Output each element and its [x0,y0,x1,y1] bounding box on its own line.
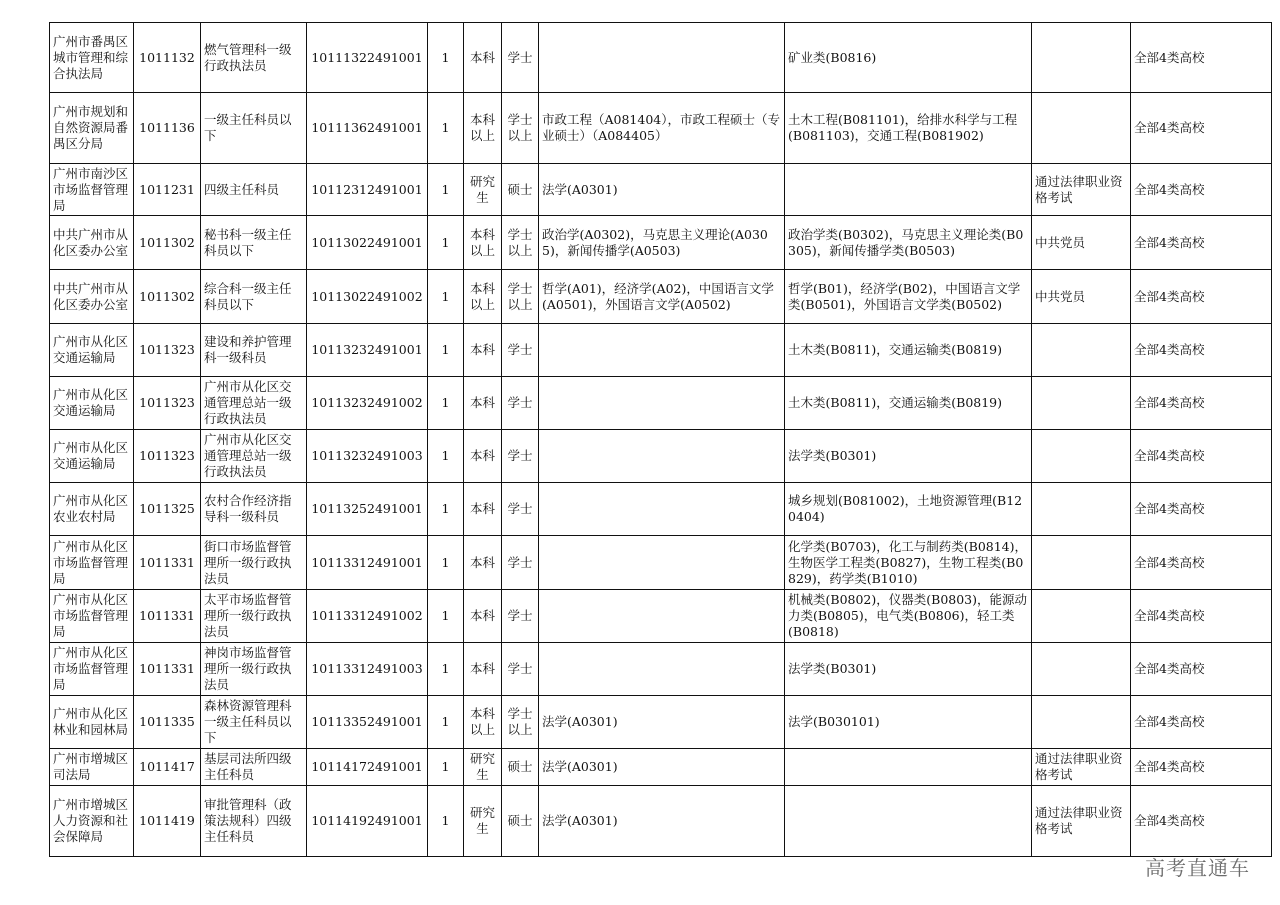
cell-undergraduate-major: 法学(B030101) [785,696,1032,749]
table-row [50,483,1272,536]
cell-education: 本科 [464,483,502,536]
cell-department: 中共广州市从化区委办公室 [50,270,134,324]
cell-postgraduate-major: 法学(A0301) [539,696,785,749]
cell-undergraduate-major: 土木类(B0811)，交通运输类(B0819) [785,377,1032,430]
cell-undergraduate-major [785,749,1032,786]
cell-postgraduate-major [539,643,785,696]
cell-unit-code: 1011136 [134,93,201,164]
cell-school-scope: 全部4类高校 [1131,377,1272,430]
table-row [50,93,1272,164]
cell-undergraduate-major: 政治学类(B0302)，马克思主义理论类(B0305)，新闻传播学类(B0503) [785,216,1032,270]
cell-position-name: 神岗市场监督管理所一级行政执法员 [201,643,307,696]
cell-unit-code: 1011335 [134,696,201,749]
cell-undergraduate-major: 矿业类(B0816) [785,23,1032,93]
cell-undergraduate-major [785,786,1032,857]
cell-position-code: 10111362491001 [307,93,428,164]
cell-position-name: 广州市从化区交通管理总站一级行政执法员 [201,430,307,483]
cell-undergraduate-major: 城乡规划(B081002)，土地资源管理(B120404) [785,483,1032,536]
cell-department: 广州市从化区交通运输局 [50,430,134,483]
cell-unit-code: 1011417 [134,749,201,786]
cell-other-requirements [1032,324,1131,377]
cell-undergraduate-major: 土木工程(B081101)，给排水科学与工程(B081103)，交通工程(B081902) [785,93,1032,164]
table-row [50,164,1272,216]
cell-degree: 学士以上 [502,93,539,164]
cell-degree: 学士以上 [502,270,539,324]
cell-department: 广州市从化区市场监督管理局 [50,536,134,590]
recruitment-table [49,22,1272,857]
cell-hiring-count: 1 [428,696,464,749]
cell-undergraduate-major: 机械类(B0802)，仪器类(B0803)，能源动力类(B0805)，电气类(B0806)，轻工类(B0818) [785,590,1032,643]
cell-hiring-count: 1 [428,590,464,643]
cell-hiring-count: 1 [428,536,464,590]
cell-other-requirements: 通过法律职业资格考试 [1032,164,1131,216]
cell-position-name: 建设和养护管理科一级科员 [201,324,307,377]
cell-school-scope: 全部4类高校 [1131,324,1272,377]
table-row [50,324,1272,377]
cell-school-scope: 全部4类高校 [1131,536,1272,590]
recruitment-table-sheet [49,22,1271,857]
cell-position-name: 森林资源管理科一级主任科员以下 [201,696,307,749]
cell-other-requirements [1032,377,1131,430]
cell-hiring-count: 1 [428,164,464,216]
cell-hiring-count: 1 [428,430,464,483]
cell-position-name: 广州市从化区交通管理总站一级行政执法员 [201,377,307,430]
cell-education: 本科以上 [464,93,502,164]
cell-degree: 学士 [502,643,539,696]
cell-education: 本科以上 [464,216,502,270]
cell-unit-code: 1011325 [134,483,201,536]
cell-hiring-count: 1 [428,270,464,324]
cell-education: 本科 [464,324,502,377]
cell-hiring-count: 1 [428,749,464,786]
cell-undergraduate-major [785,164,1032,216]
table-row [50,270,1272,324]
cell-unit-code: 1011302 [134,216,201,270]
table-body [50,23,1272,857]
cell-postgraduate-major [539,590,785,643]
cell-position-name: 燃气管理科一级行政执法员 [201,23,307,93]
cell-degree: 硕士 [502,786,539,857]
cell-position-code: 10114172491001 [307,749,428,786]
cell-education: 研究生 [464,164,502,216]
table-row [50,590,1272,643]
table-row [50,749,1272,786]
cell-position-name: 四级主任科员 [201,164,307,216]
cell-postgraduate-major [539,23,785,93]
cell-undergraduate-major: 法学类(B0301) [785,430,1032,483]
cell-unit-code: 1011331 [134,590,201,643]
cell-school-scope: 全部4类高校 [1131,696,1272,749]
cell-education: 本科 [464,430,502,483]
table-row [50,696,1272,749]
cell-undergraduate-major: 化学类(B0703)，化工与制药类(B0814)，生物医学工程类(B0827)，生物工程类(B0829)，药学类(B1010) [785,536,1032,590]
cell-position-code: 10113312491003 [307,643,428,696]
cell-postgraduate-major: 政治学(A0302)，马克思主义理论(A0305)，新闻传播学(A0503) [539,216,785,270]
cell-postgraduate-major [539,324,785,377]
cell-postgraduate-major: 市政工程（A081404），市政工程硕士（专业硕士）（A084405） [539,93,785,164]
cell-school-scope: 全部4类高校 [1131,270,1272,324]
cell-other-requirements: 中共党员 [1032,216,1131,270]
cell-education: 研究生 [464,749,502,786]
cell-school-scope: 全部4类高校 [1131,216,1272,270]
cell-unit-code: 1011323 [134,430,201,483]
cell-education: 研究生 [464,786,502,857]
cell-education: 本科 [464,23,502,93]
table-row [50,536,1272,590]
cell-education: 本科 [464,377,502,430]
cell-position-code: 10113232491001 [307,324,428,377]
cell-hiring-count: 1 [428,483,464,536]
table-row [50,23,1272,93]
cell-postgraduate-major [539,536,785,590]
cell-other-requirements [1032,643,1131,696]
cell-department: 广州市从化区交通运输局 [50,324,134,377]
cell-position-code: 10113232491003 [307,430,428,483]
cell-hiring-count: 1 [428,324,464,377]
cell-other-requirements [1032,590,1131,643]
cell-department: 广州市规划和自然资源局番禺区分局 [50,93,134,164]
cell-education: 本科 [464,536,502,590]
cell-postgraduate-major: 法学(A0301) [539,164,785,216]
cell-position-name: 一级主任科员以下 [201,93,307,164]
cell-position-code: 10113022491001 [307,216,428,270]
cell-unit-code: 1011331 [134,643,201,696]
cell-department: 广州市番禺区城市管理和综合执法局 [50,23,134,93]
cell-position-name: 农村合作经济指导科一级科员 [201,483,307,536]
cell-education: 本科 [464,590,502,643]
cell-other-requirements: 通过法律职业资格考试 [1032,786,1131,857]
cell-degree: 学士 [502,430,539,483]
cell-degree: 学士 [502,590,539,643]
cell-other-requirements [1032,93,1131,164]
cell-position-code: 10114192491001 [307,786,428,857]
cell-postgraduate-major: 法学(A0301) [539,786,785,857]
cell-other-requirements: 通过法律职业资格考试 [1032,749,1131,786]
cell-undergraduate-major: 土木类(B0811)，交通运输类(B0819) [785,324,1032,377]
cell-department: 广州市从化区交通运输局 [50,377,134,430]
cell-postgraduate-major: 哲学(A01)，经济学(A02)，中国语言文学(A0501)，外国语言文学(A0502) [539,270,785,324]
table-row [50,216,1272,270]
cell-degree: 学士 [502,377,539,430]
cell-education: 本科以上 [464,270,502,324]
cell-postgraduate-major [539,377,785,430]
cell-degree: 学士以上 [502,696,539,749]
cell-education: 本科 [464,643,502,696]
cell-degree: 学士 [502,483,539,536]
table-row [50,430,1272,483]
cell-position-code: 10113022491002 [307,270,428,324]
cell-postgraduate-major [539,430,785,483]
cell-position-code: 10113352491001 [307,696,428,749]
cell-position-code: 10113312491001 [307,536,428,590]
cell-other-requirements: 中共党员 [1032,270,1131,324]
cell-other-requirements [1032,483,1131,536]
cell-degree: 学士 [502,324,539,377]
cell-position-code: 10112312491001 [307,164,428,216]
cell-other-requirements [1032,430,1131,483]
cell-position-name: 秘书科一级主任科员以下 [201,216,307,270]
cell-degree: 硕士 [502,164,539,216]
cell-school-scope: 全部4类高校 [1131,643,1272,696]
cell-unit-code: 1011419 [134,786,201,857]
cell-unit-code: 1011323 [134,377,201,430]
cell-department: 广州市从化区农业农村局 [50,483,134,536]
cell-school-scope: 全部4类高校 [1131,430,1272,483]
cell-school-scope: 全部4类高校 [1131,93,1272,164]
cell-school-scope: 全部4类高校 [1131,786,1272,857]
cell-department: 广州市从化区林业和园林局 [50,696,134,749]
cell-unit-code: 1011331 [134,536,201,590]
cell-school-scope: 全部4类高校 [1131,483,1272,536]
cell-unit-code: 1011302 [134,270,201,324]
cell-school-scope: 全部4类高校 [1131,164,1272,216]
cell-position-code: 10113252491001 [307,483,428,536]
cell-department: 广州市增城区司法局 [50,749,134,786]
cell-postgraduate-major: 法学(A0301) [539,749,785,786]
cell-degree: 学士以上 [502,216,539,270]
cell-postgraduate-major [539,483,785,536]
cell-hiring-count: 1 [428,643,464,696]
table-row [50,377,1272,430]
cell-position-name: 审批管理科（政策法规科）四级主任科员 [201,786,307,857]
cell-department: 广州市南沙区市场监督管理局 [50,164,134,216]
cell-degree: 硕士 [502,749,539,786]
cell-hiring-count: 1 [428,23,464,93]
cell-unit-code: 1011132 [134,23,201,93]
table-row [50,786,1272,857]
cell-undergraduate-major: 哲学(B01)，经济学(B02)，中国语言文学类(B0501)，外国语言文学类(B0502) [785,270,1032,324]
cell-degree: 学士 [502,536,539,590]
cell-position-name: 街口市场监督管理所一级行政执法员 [201,536,307,590]
cell-department: 中共广州市从化区委办公室 [50,216,134,270]
cell-unit-code: 1011231 [134,164,201,216]
cell-department: 广州市增城区人力资源和社会保障局 [50,786,134,857]
table-row [50,643,1272,696]
cell-unit-code: 1011323 [134,324,201,377]
cell-position-code: 10111322491001 [307,23,428,93]
cell-position-code: 10113312491002 [307,590,428,643]
cell-position-name: 综合科一级主任科员以下 [201,270,307,324]
cell-hiring-count: 1 [428,93,464,164]
cell-position-code: 10113232491002 [307,377,428,430]
cell-undergraduate-major: 法学类(B0301) [785,643,1032,696]
cell-department: 广州市从化区市场监督管理局 [50,643,134,696]
cell-school-scope: 全部4类高校 [1131,590,1272,643]
watermark-text: 高考直通车 [1145,856,1250,880]
cell-other-requirements [1032,696,1131,749]
cell-position-name: 基层司法所四级主任科员 [201,749,307,786]
cell-other-requirements [1032,536,1131,590]
cell-department: 广州市从化区市场监督管理局 [50,590,134,643]
cell-other-requirements [1032,23,1131,93]
cell-degree: 学士 [502,23,539,93]
cell-position-name: 太平市场监督管理所一级行政执法员 [201,590,307,643]
cell-hiring-count: 1 [428,216,464,270]
cell-school-scope: 全部4类高校 [1131,23,1272,93]
cell-hiring-count: 1 [428,786,464,857]
cell-education: 本科以上 [464,696,502,749]
cell-school-scope: 全部4类高校 [1131,749,1272,786]
cell-hiring-count: 1 [428,377,464,430]
